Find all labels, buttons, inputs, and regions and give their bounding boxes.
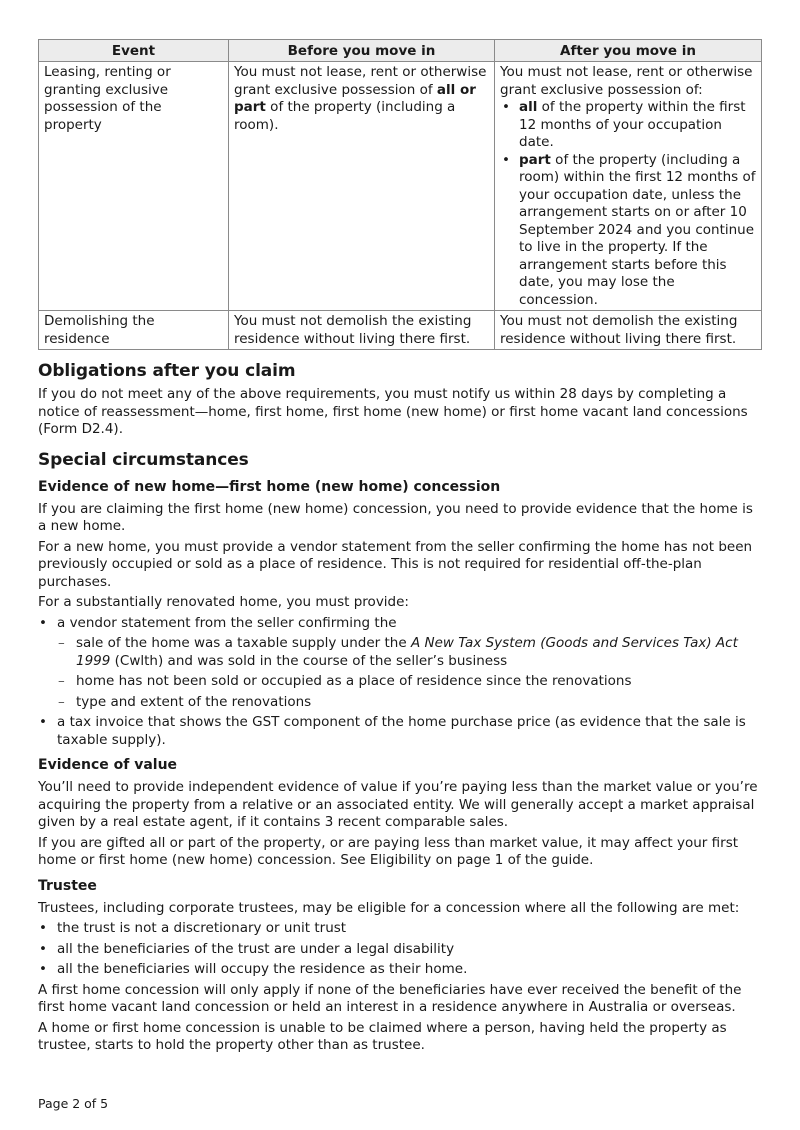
- obligations-text: If you do not meet any of the above requirements, you must notify us within 28 days by completing a notice of reassessment—home, first home, first home (new home) or first home vacant land concessions (Form D2.4).: [38, 386, 748, 437]
- table-row: [39, 62, 762, 311]
- paragraph: For a new home, you must provide a vendor statement from the seller confirming the home has not been previously occupied or sold as a place of residence. This is not required for residential off-the-plan purchases.: [38, 538, 753, 590]
- text: You must not lease, rent or otherwise grant exclusive possession of: [234, 64, 487, 98]
- cell-after-leasing: [495, 62, 762, 311]
- act-title: A New Tax System (Goods and Services Tax) Act 1999: [76, 635, 738, 669]
- paragraph: Trustees, including corporate trustees, may be eligible for a concession where all the following are met:: [38, 899, 740, 916]
- sub-list: [57, 635, 762, 711]
- list-item: [38, 615, 762, 712]
- special-circumstances-heading: Special circumstances: [38, 449, 249, 470]
- list-item: • a tax invoice that shows the GST component of the home purchase price (as evidence that the sale is taxable supply).: [38, 714, 762, 749]
- evidence-new-home-heading: Evidence of new home—first home (new home) concession: [38, 478, 501, 495]
- bold-text: all or part: [234, 81, 476, 115]
- trustee-heading: Trustee: [38, 877, 97, 894]
- header-before: Before you move in: [229, 40, 495, 62]
- renovation-evidence-list: [38, 615, 762, 750]
- paragraph: If you are gifted all or part of the property, or are paying less than market value, it may affect your first home or first home (new home) concession. See Eligibility on page 1 of the guide.: [38, 834, 739, 868]
- list-item: [500, 99, 756, 152]
- text: a vendor statement from the seller confirming the: [57, 614, 397, 631]
- paragraph: If you are claiming the first home (new home) concession, you need to provide evidence that the home is a new home.: [38, 500, 753, 534]
- page-number: Page 2 of 5: [38, 1096, 109, 1111]
- cell-event-demolishing: Demolishing the residence: [39, 311, 229, 350]
- list-item: [500, 152, 756, 310]
- paragraph: A home or first home concession is unable to be claimed where a person, having held the property as trustee, starts to hold the property other than as trustee.: [38, 1019, 727, 1053]
- header-event: Event: [39, 40, 229, 62]
- cell-before-demolishing: You must not demolish the existing residence without living there first.: [229, 311, 495, 350]
- header-after: After you move in: [495, 40, 762, 62]
- bold-text: all: [519, 99, 538, 115]
- evidence-of-value-heading: Evidence of value: [38, 757, 178, 773]
- list-item: • all the beneficiaries will occupy the residence as their home.: [38, 961, 762, 979]
- sub-list-item: [57, 635, 762, 670]
- paragraph: A first home concession will only apply if none of the beneficiaries have ever received the benefit of the first home vacant land concession or held an interest in a residence anywhere in Australia or overseas.: [38, 981, 742, 1015]
- text: (Cwlth) and was sold in the course of the seller’s business: [110, 652, 508, 669]
- paragraph: You’ll need to provide independent evidence of value if you’re paying less than the market value or you’re acquiring the property from a relative or an associated entity. We will generally accept a market appraisal given by a real estate agent, if it contains 3 recent comparable sales.: [38, 779, 758, 830]
- trustee-conditions-list: [38, 920, 762, 979]
- cell-before-leasing: [229, 62, 495, 311]
- table-row: [39, 311, 762, 350]
- paragraph: For a substantially renovated home, you must provide:: [38, 594, 409, 610]
- page-content: [38, 39, 762, 1058]
- list-item: • all the beneficiaries of the trust are under a legal disability: [38, 941, 762, 959]
- table-header-row: [39, 40, 762, 62]
- text: of the property (including a room).: [234, 99, 456, 133]
- sub-list-item: – home has not been sold or occupied as a place of residence since the renovations: [57, 673, 762, 691]
- text: of the property (including a room) within the first 12 months of your occupation date, unless the arrangement starts on or after 10 September 2024 and you continue to live in the property. If the arrangement starts before this date, you may lose the concession.: [519, 151, 756, 308]
- text: sale of the home was a taxable supply under the: [76, 635, 411, 651]
- cell-after-demolishing: You must not demolish the existing residence without living there first.: [495, 311, 762, 350]
- bold-text: part: [519, 151, 551, 168]
- cell-bullet-list: [500, 99, 756, 309]
- sub-list-item: – type and extent of the renovations: [57, 694, 762, 712]
- cell-event-leasing: Leasing, renting or granting exclusive possession of the property: [39, 62, 229, 311]
- list-item: • the trust is not a discretionary or unit trust: [38, 920, 762, 938]
- text: of the property within the first 12 months of your occupation date.: [519, 99, 746, 150]
- requirements-table: [38, 39, 762, 350]
- obligations-heading: Obligations after you claim: [38, 361, 296, 381]
- cell-intro: You must not lease, rent or otherwise grant exclusive possession of:: [500, 64, 753, 98]
